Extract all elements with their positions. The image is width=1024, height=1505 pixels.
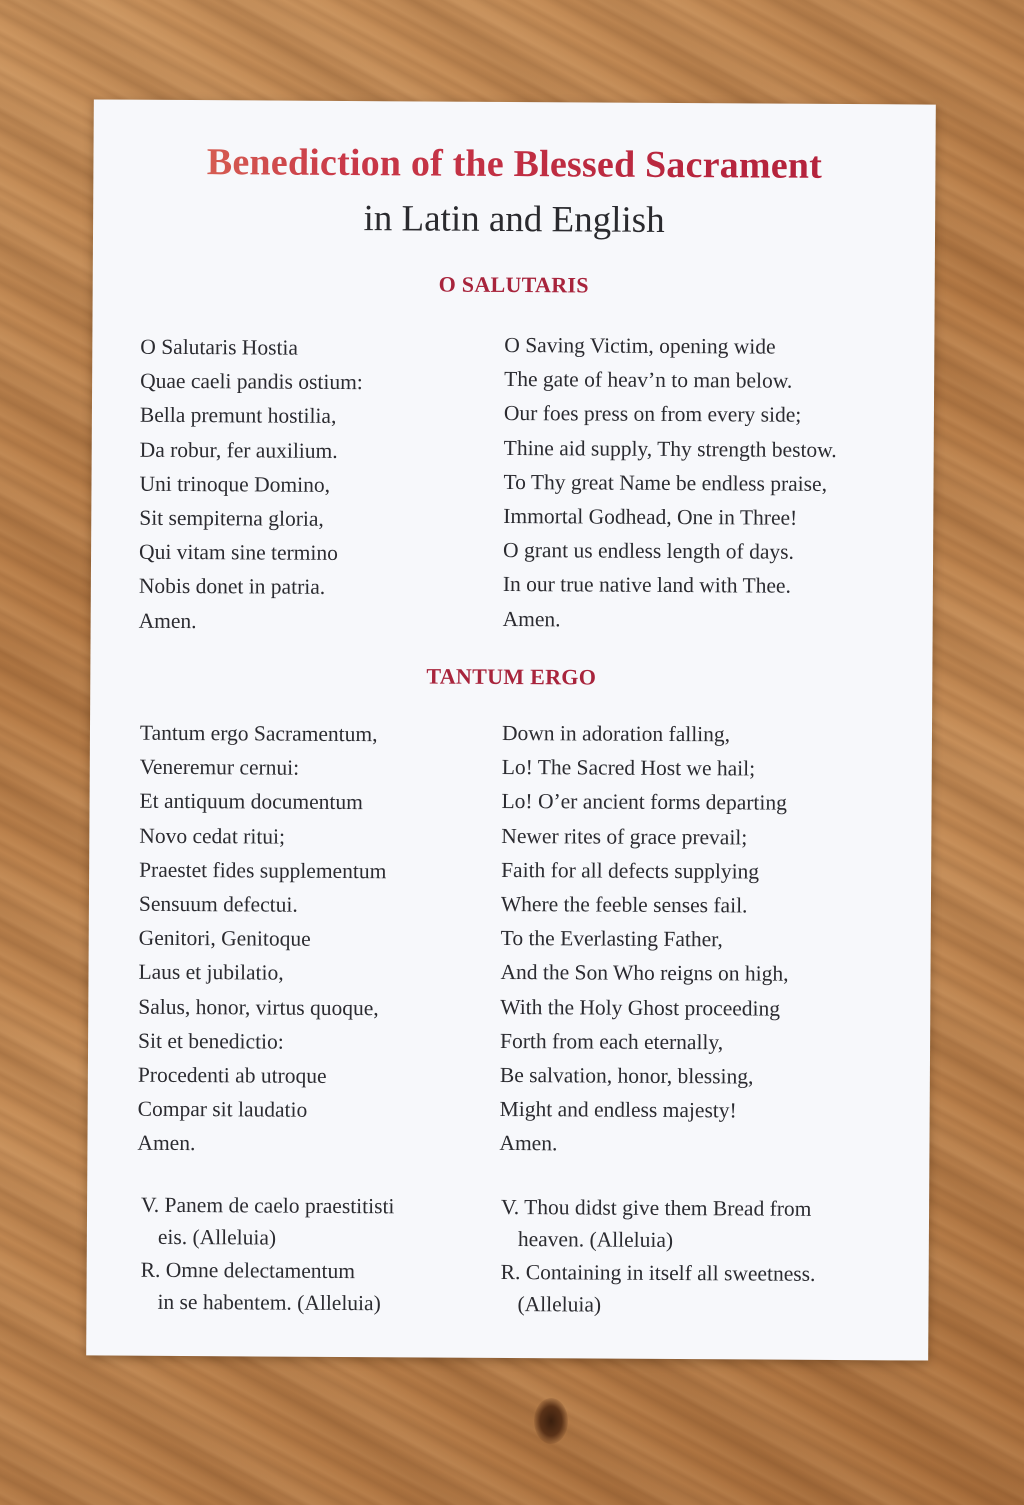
response-line: in se habentem. (Alleluia) bbox=[157, 1289, 381, 1315]
o-salutaris-heading: O SALUTARIS bbox=[438, 271, 589, 298]
o-salutaris-english bbox=[503, 328, 838, 638]
verse-line: Amen. bbox=[502, 606, 561, 631]
versicle-line: heaven. (Alleluia) bbox=[517, 1226, 674, 1252]
verse-line: Faith for all defects supplying bbox=[501, 857, 760, 884]
o-salutaris-latin bbox=[139, 330, 364, 639]
verse-line: Where the feeble senses fail. bbox=[500, 891, 748, 918]
response-line: R. Omne delectamentum bbox=[140, 1257, 356, 1284]
verse-line: Compar sit laudatio bbox=[137, 1096, 308, 1122]
tantum-ergo-english bbox=[499, 716, 790, 1162]
response bbox=[140, 1255, 394, 1320]
card-title: Benediction of the Blessed Sacrament bbox=[93, 139, 935, 188]
response-line: (Alleluia) bbox=[517, 1291, 602, 1317]
verse-line: Da robur, fer auxilium. bbox=[139, 437, 338, 463]
verse-line: Amen. bbox=[138, 608, 197, 633]
versicle-line: V. Thou didst give them Bread from bbox=[501, 1194, 812, 1221]
verse-line: Qui vitam sine termino bbox=[139, 539, 338, 566]
verse-line: Laus et jubilatio, bbox=[138, 960, 284, 986]
versicles-english bbox=[500, 1192, 815, 1324]
verse-line: Salus, honor, virtus quoque, bbox=[138, 994, 379, 1020]
verse-line: Tantum ergo Sacramentum, bbox=[139, 720, 378, 747]
verse-line: O grant us endless length of days. bbox=[503, 538, 794, 564]
verse-line: Our foes press on from every side; bbox=[503, 401, 802, 428]
versicle-line: V. Panem de caelo praestitisti bbox=[141, 1192, 395, 1219]
verse-line: Procedenti ab utroque bbox=[137, 1062, 327, 1088]
response-line: R. Containing in itself all sweetness. bbox=[500, 1259, 816, 1286]
verse-line: Sit et benedictio: bbox=[138, 1028, 284, 1054]
verse-line: Lo! The Sacred Host we hail; bbox=[501, 755, 756, 781]
verse-line: Novo cedat ritui; bbox=[139, 823, 286, 849]
versicle-line: eis. (Alleluia) bbox=[157, 1224, 277, 1250]
versicle bbox=[141, 1190, 395, 1255]
verse-line: Veneremur cernui: bbox=[139, 754, 300, 780]
verse-line: Sensuum defectui. bbox=[138, 891, 298, 917]
verse-line: Et antiquum documentum bbox=[139, 789, 363, 815]
response bbox=[500, 1257, 815, 1322]
verse-line: Amen. bbox=[499, 1131, 558, 1156]
versicle bbox=[501, 1192, 816, 1257]
verse-line: Down in adoration falling, bbox=[501, 720, 731, 747]
verse-line: Nobis donet in patria. bbox=[138, 574, 326, 600]
verse-line: Newer rites of grace prevail; bbox=[501, 823, 748, 850]
wood-knot bbox=[534, 1398, 568, 1444]
verse-line: And the Son Who reigns on high, bbox=[500, 960, 789, 987]
verse-line: To the Everlasting Father, bbox=[500, 926, 723, 952]
verse-line: To Thy great Name be endless praise, bbox=[503, 469, 828, 496]
verse-line: Might and endless majesty! bbox=[499, 1097, 737, 1123]
verse-line: Immortal Godhead, One in Three! bbox=[503, 503, 798, 530]
verse-line: O Saving Victim, opening wide bbox=[504, 332, 776, 359]
prayer-card bbox=[86, 99, 936, 1360]
verse-line: Uni trinoque Domino, bbox=[139, 471, 331, 497]
tantum-ergo-heading: TANTUM ERGO bbox=[426, 663, 597, 690]
verse-line: Be salvation, honor, blessing, bbox=[499, 1062, 754, 1089]
verse-line: Sit sempiterna gloria, bbox=[139, 505, 324, 531]
verse-line: Quae caeli pandis ostium: bbox=[140, 368, 363, 395]
verse-line: Thine aid supply, Thy strength bestow. bbox=[503, 435, 837, 462]
verse-line: With the Holy Ghost proceeding bbox=[500, 994, 781, 1021]
verse-line: In our true native land with Thee. bbox=[502, 572, 791, 599]
verse-line: Lo! O’er ancient forms departing bbox=[501, 789, 787, 816]
versicles-latin bbox=[140, 1190, 394, 1322]
verse-line: Forth from each eternally, bbox=[500, 1028, 724, 1055]
verse-line: O Salutaris Hostia bbox=[140, 334, 299, 360]
verse-line: Amen. bbox=[137, 1131, 196, 1156]
tantum-ergo-latin bbox=[137, 716, 387, 1162]
verse-line: Genitori, Genitoque bbox=[138, 925, 311, 951]
card-subtitle: in Latin and English bbox=[363, 198, 665, 241]
verse-line: The gate of heav’n to man below. bbox=[504, 367, 793, 393]
verse-line: Praestet fides supplementum bbox=[139, 857, 387, 884]
verse-line: Bella premunt hostilia, bbox=[139, 403, 337, 429]
